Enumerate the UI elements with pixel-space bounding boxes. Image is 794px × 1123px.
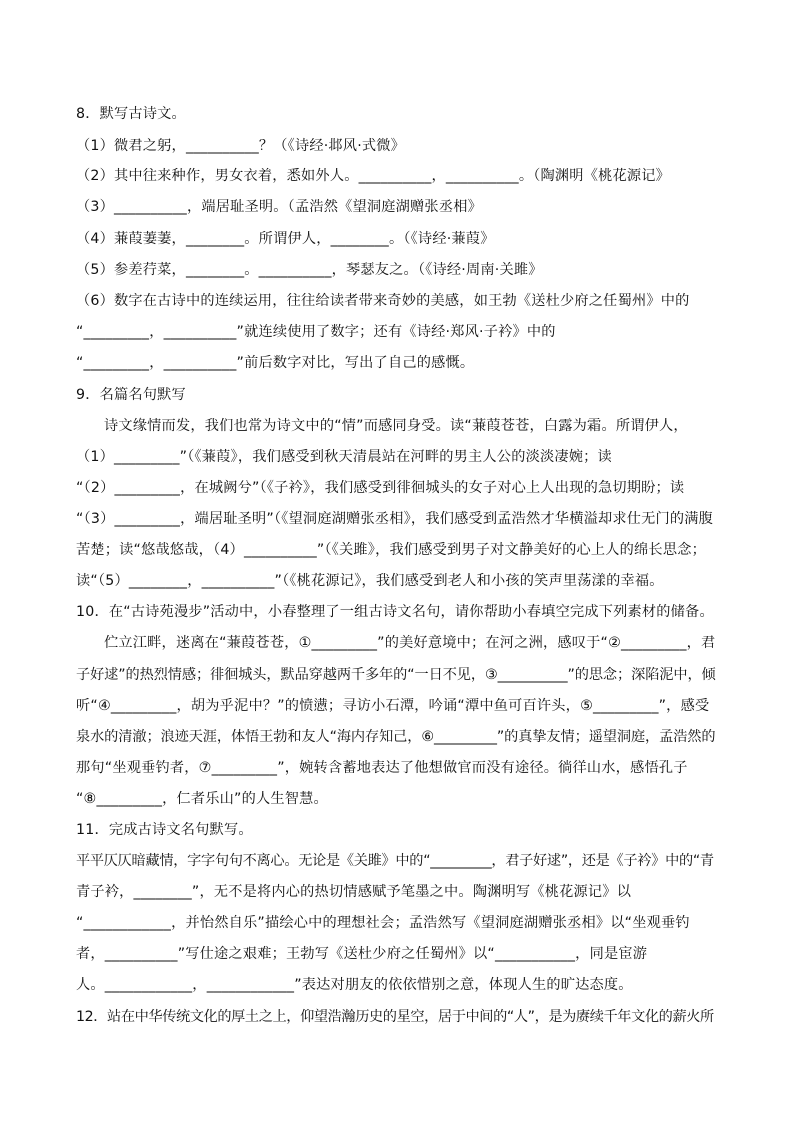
question-10-line-5: 那句“坐观垂钓者，⑦_________”，婉转含蓄地表达了他想做官而没有途径。徜徉山水，感悟孔子 [76,760,688,776]
question-10-line-6: “⑧_________，仁者乐山”的人生智慧。 [76,791,328,807]
question-9-line-3: “（2）_________，在城阙兮”（《子衿》，我们感受到徘徊城头的女子对心上人出现的急切期盼；读 [76,480,685,496]
question-9-line-1: 诗文缘情而发，我们也常为诗文中的“情”而感同身受。读“蒹葭苍苍，白露为霜。所谓伊人， [104,418,688,434]
question-11-line-5: 人。____________，____________”表达对朋友的依依惜别之意，体现人生的旷达态度。 [76,977,633,993]
question-11-line-2: 青子衿，________”，无不是将内心的热切情感赋予笔墨之中。陶渊明写《桃花源记》以 [76,884,632,900]
question-11-line-4: 者，__________”写仕途之艰难；王勃写《送杜少府之任蜀州》以“___________，同是宦游 [76,946,648,962]
question-9-line-2: （1）_________”（《蒹葭》，我们感受到秋天清晨站在河畔的男主人公的淡淡凄婉；读 [76,449,612,465]
question-8-item-1: （1）微君之躬，__________？（《诗经·邶风·式微》 [76,138,406,154]
question-9-line-5: 苦楚；读“悠哉悠哉，（4）__________”（《关雎》，我们感受到男子对文静美好的心上人的绵长思念； [76,542,706,558]
question-8-item-2: （2）其中往来种作，男女衣着，悉如外人。__________，__________。（陶渊明《桃花源记》 [76,168,671,184]
question-11-line-3: “____________，并怡然自乐”描绘心中的理想社会；孟浩然写《望洞庭湖赠张丞相》以“坐观垂钓 [76,915,690,931]
question-8-item-6: （6）数字在古诗中的连续运用，往往给读者带来奇妙的美感，如王勃《送杜少府之任蜀州》中的 [76,293,690,309]
question-10-line-1: 伫立江畔，迷离在“蒹葭苍苍，①_________”的美好意境中；在河之洲，感叹于“②_________，君 [104,635,716,651]
question-12-line-1: 12．站在中华传统文化的厚土之上，仰望浩瀚历史的星空，居于中间的“人”，是为赓续千年文化的薪火所 [76,1009,714,1025]
question-9-title: 9．名篇名句默写 [76,387,186,403]
question-11-line-1: 平平仄仄暗藏情，字字句句不离心。无论是《关雎》中的“_________，君子好逑”，还是《子衿》中的“青 [76,853,714,869]
question-8-item-3: （3）__________，端居耻圣明。（孟浩然《望洞庭湖赠张丞相》 [76,199,482,215]
question-8-title: 8．默写古诗文。 [76,106,186,122]
question-10-line-2: 子好逑”的热烈情感；徘徊城头，默品穿越两千多年的“一日不见，③__________”的思念；深陷泥中，倾 [76,667,716,683]
question-10-title: 10．在“古诗苑漫步”活动中，小春整理了一组古诗文名句，请你帮助小春填空完成下列素材的储备。 [76,604,714,620]
question-8-item-6-line-2: “_________，__________”就连续使用了数字；还有《诗经·郑风·子衿》中的 [76,324,556,340]
question-11-title: 11．完成古诗文名句默写。 [76,822,253,838]
question-10-line-3: 听“④_________，胡为乎泥中？”的愤懑；寻访小石潭，吟诵“潭中鱼可百许头，⑤_________”，感受 [76,698,710,714]
question-8-item-4: （4）蒹葭萋萋，________。所谓伊人，________。（《诗经·蒹葭》 [76,231,495,247]
question-9-line-4: “（3）_________，端居耻圣明”（《望洞庭湖赠张丞相》，我们感受到孟浩然才华横溢却求仕无门的满腹 [76,511,714,527]
question-8-item-5: （5）参差荇菜，________。__________，琴瑟友之。（《诗经·周南·关雎》 [76,262,543,278]
question-9-line-6: 读“（5）________，__________”（《桃花源记》，我们感受到老人和小孩的笑声里荡漾的幸福。 [76,573,664,589]
question-8-item-6-line-3: “_________，__________”前后数字对比，写出了自己的感慨。 [76,355,475,371]
question-10-line-4: 泉水的清澈；浪迹天涯，体悟王勃和友人“海内存知己，⑥_________”的真挚友情；遥望洞庭，孟浩然的 [76,729,716,745]
